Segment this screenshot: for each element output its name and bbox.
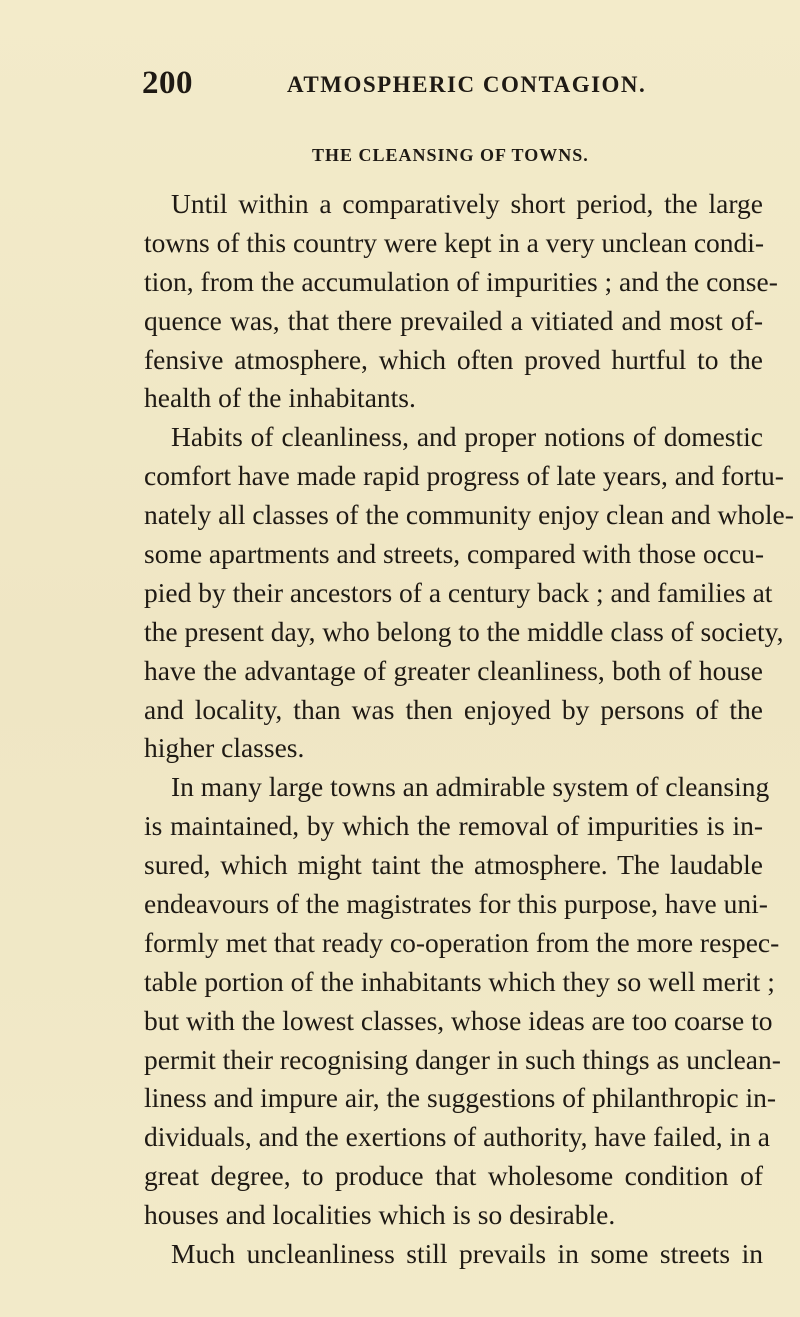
running-title: ATMOSPHERIC CONTAGION. [287, 72, 647, 97]
text-line: health of the inhabitants. [144, 382, 416, 414]
text-line: Until within a comparatively short period, the large [171, 188, 763, 219]
text-line: tion, from the accumulation of impurities ; and the conse- [144, 265, 778, 297]
text-line: permit their recognising danger in such things as unclean- [144, 1043, 781, 1075]
text-line: higher classes. [144, 732, 305, 764]
text-line: comfort have made rapid progress of late years, and fortu- [144, 460, 784, 492]
text-line: have the advantage of greater cleanliness, both of house [144, 654, 763, 686]
text-line: formly met that ready co-operation from the more respec- [144, 926, 780, 958]
text-line: Much uncleanliness still prevails in some streets in [171, 1238, 763, 1270]
text-line: quence was, that there prevailed a vitiated and most of- [144, 304, 763, 336]
text-line: the present day, who belong to the middle class of society, [144, 615, 784, 647]
text-line: sured, which might taint the atmosphere. The laudable [144, 849, 763, 881]
text-line: table portion of the inhabitants which they so well merit ; [144, 965, 775, 997]
text-line: dividuals, and the exertions of authority, have failed, in a [144, 1121, 770, 1153]
text-line: houses and localities which is so desirable. [144, 1199, 616, 1231]
text-line: is maintained, by which the removal of impurities is in- [144, 810, 763, 842]
text-line: but with the lowest classes, whose ideas are too coarse to [144, 1004, 773, 1036]
text-line: towns of this country were kept in a very unclean condi- [144, 226, 765, 258]
section-heading: THE CLEANSING OF TOWNS. [312, 145, 589, 165]
text-line: liness and impure air, the suggestions of philanthropic in- [144, 1082, 777, 1114]
text-line: some apartments and streets, compared with those occu- [144, 538, 765, 570]
text-line: great degree, to produce that wholesome condition of [144, 1160, 763, 1192]
text-line: pied by their ancestors of a century back ; and families at [144, 576, 773, 608]
text-line: endeavours of the magistrates for this purpose, have uni- [144, 888, 768, 920]
text-line: and locality, than was then enjoyed by persons of the [144, 693, 763, 725]
body-text [144, 185, 794, 1274]
text-line: In many large towns an admirable system of cleansing [171, 771, 770, 803]
text-line: fensive atmosphere, which often proved hurtful to the [144, 343, 763, 375]
page-number: 200 [142, 65, 193, 101]
running-head [142, 63, 762, 103]
text-line: Habits of cleanliness, and proper notions of domestic [171, 421, 763, 453]
text-line: nately all classes of the community enjoy clean and whole- [144, 499, 794, 531]
